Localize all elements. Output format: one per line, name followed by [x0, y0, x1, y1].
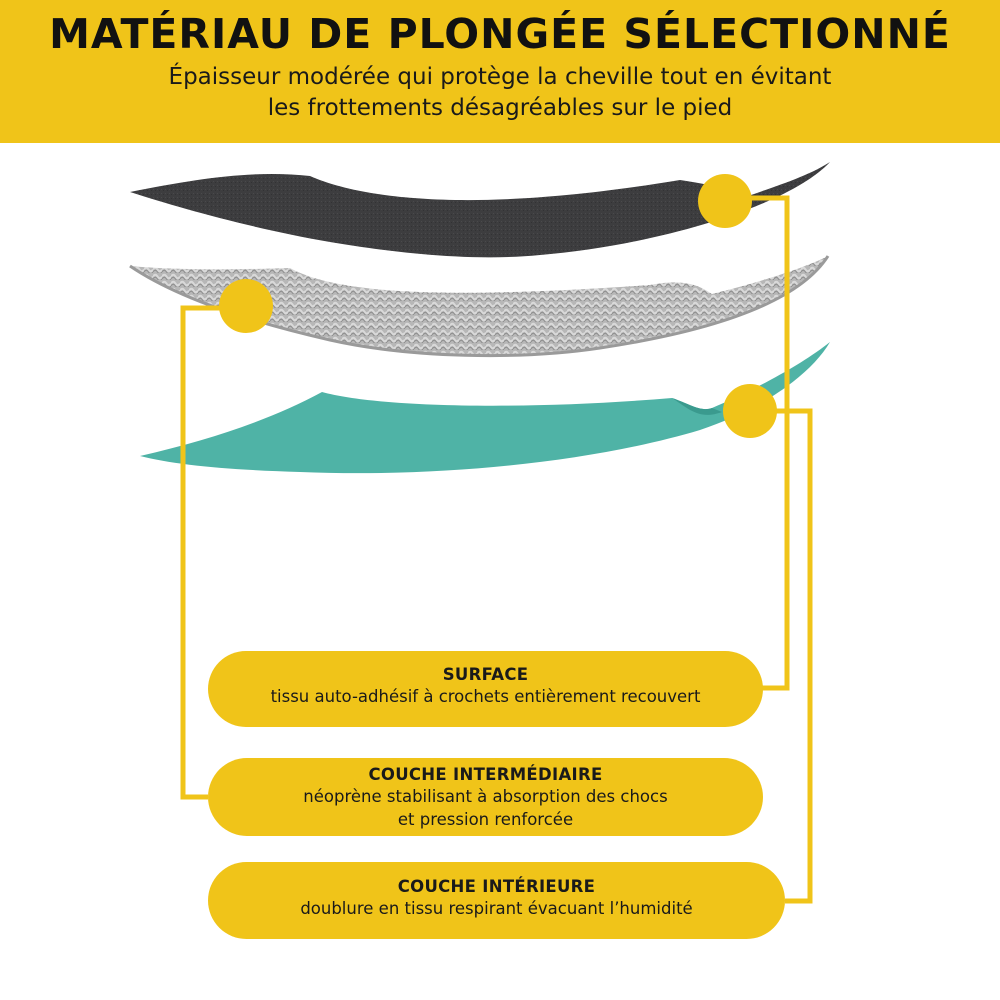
callout-title: SURFACE — [442, 665, 529, 684]
subtitle-line-2: les frottements désagréables sur le pied — [267, 95, 733, 121]
callout-title: COUCHE INTÉRIEURE — [397, 877, 596, 896]
callout-description: tissu auto-adhésif à crochets entièrement recouvert — [270, 687, 701, 706]
callout-surface — [208, 651, 763, 727]
marker-dot-middle — [219, 279, 273, 333]
callout-description: néoprène stabilisant à absorption des chocs — [303, 787, 668, 806]
marker-dot-surface — [698, 174, 752, 228]
callout-description-line-2: et pression renforcée — [397, 810, 574, 829]
callout-description: doublure en tissu respirant évacuant l’humidité — [300, 899, 693, 918]
page-title: MATÉRIAU DE PLONGÉE SÉLECTIONNÉ — [49, 10, 951, 58]
connector-surface — [725, 198, 787, 688]
marker-dot-inner — [723, 384, 777, 438]
callout-middle — [208, 758, 763, 836]
callout-title: COUCHE INTERMÉDIAIRE — [368, 765, 603, 784]
callout-inner — [208, 862, 785, 939]
subtitle-line-1: Épaisseur modérée qui protège la cheville tout en évitant — [168, 64, 832, 90]
